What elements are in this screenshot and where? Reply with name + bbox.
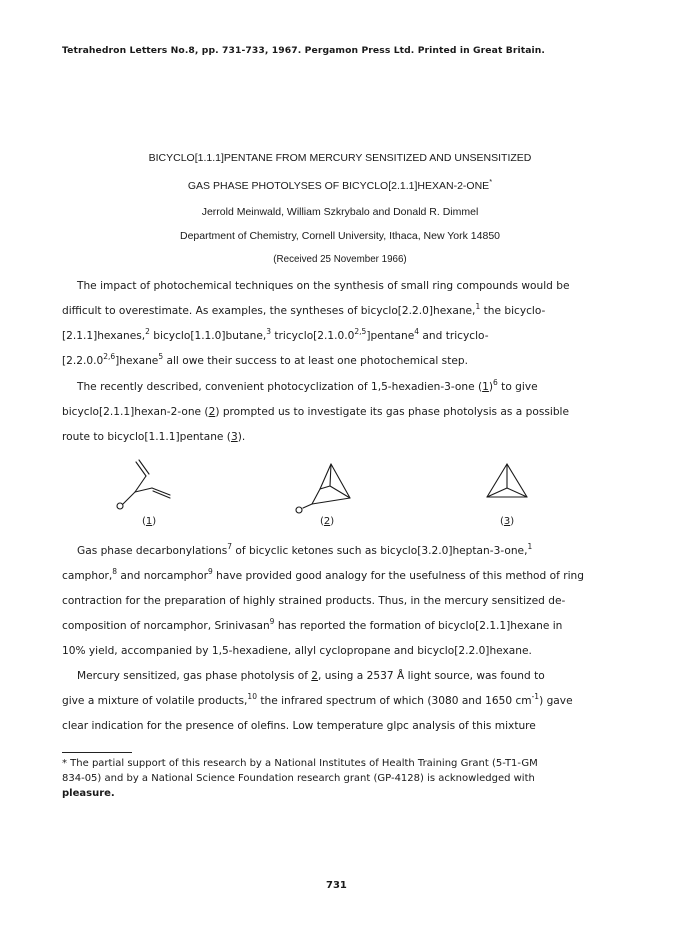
p3-line-1: Gas phase decarbonylations$^7$ of bicyclic ketones such as bicyclo[3.2.0]heptan-3-one,$^1$ xyxy=(77,542,533,557)
authors: Jerrold Meinwald, William Szkrybalo and Donald R. Dimmel xyxy=(201,206,479,218)
p4-line-2: give a mixture of volatile products,$^{10}$ the infrared spectrum of which (3080 and 1650 $cm^{-1}$) gave xyxy=(62,692,573,707)
p2-line-2: bicyclo[2.1.1]hexan-2-one (2) prompted us to investigate its gas phase photolysis as a possible xyxy=(62,406,570,418)
p3-line-2: camphor,$^8$ and norcamphor$^9$ have provided good analogy for the usefulness of this method of ring xyxy=(62,567,584,582)
title-line-1: BICYCLO[1.1.1]PENTANE FROM MERCURY SENSITIZED AND UNSENSITIZED xyxy=(148,152,532,164)
structure-3-bicyclopentane xyxy=(476,462,546,522)
received-date: (Received 25 November 1966) xyxy=(273,254,407,265)
p3-line-4: composition of norcamphor, Srinivasan$^9$ has reported the formation of bicyclo[2.1.1]hexane in xyxy=(62,617,563,632)
page-number: 731 xyxy=(326,880,347,891)
structure-label-1: (1) xyxy=(142,516,157,527)
footnote-rule xyxy=(62,752,132,753)
structure-2-bicyclohexanone xyxy=(290,462,370,522)
p4-line-3: clear indication for the presence of olefins. Low temperature glpc analysis of this mixture xyxy=(62,720,536,732)
structure-label-3: (3) xyxy=(500,516,515,527)
journal-header: Tetrahedron Letters No.8, pp. 731-733, 1967. Pergamon Press Ltd. Printed in Great Britain. xyxy=(62,45,545,56)
p1-line-1: The impact of photochemical techniques on the synthesis of small ring compounds would be xyxy=(77,280,570,292)
footnote-line-1: * The partial support of this research by a National Institutes of Health Training Grant (5-T1-GM xyxy=(62,758,538,769)
p2-line-3: route to bicyclo[1.1.1]pentane (3). xyxy=(62,431,246,443)
footnote-line-2: 834-05) and by a National Science Foundation research grant (GP-4128) is acknowledged with xyxy=(62,773,535,784)
structure-label-2: (2) xyxy=(320,516,335,527)
p2-line-1: The recently described, convenient photocyclization of 1,5-hexadien-3-one $(1)^6$ to give xyxy=(77,378,538,393)
p4-line-1: Mercury sensitized, gas phase photolysis of 2, using a 2537 Å light source, was found to xyxy=(77,670,545,682)
structure-1-hexadienone xyxy=(110,462,190,522)
p1-line-2: difficult to overestimate. As examples, the syntheses of bicyclo[2.2.0]hexane,$^1$ the bicyclo- xyxy=(62,302,546,317)
title-footnote-mark: * xyxy=(489,177,493,186)
p1-line-4: [2.2.0.0$^{2,6}$]hexane$^5$ all owe their success to at least one photochemical step. xyxy=(62,352,468,367)
p1-line-3: [2.1.1]hexanes,$^2$ bicyclo[1.1.0]butane,$^3$ tricyclo[2.1.0.0$^{2,5}$]pentane$^4$ and tricyclo- xyxy=(62,327,489,342)
p3-line-3: contraction for the preparation of highly strained products. Thus, in the mercury sensitized de- xyxy=(62,595,566,607)
title-line-2: GAS PHASE PHOTOLYSES OF BICYCLO[2.1.1]HEXAN-2-ONE* xyxy=(187,177,493,192)
footnote-line-3: pleasure. xyxy=(62,788,115,799)
p3-line-5: 10% yield, accompanied by 1,5-hexadiene, allyl cyclopropane and bicyclo[2.2.0]hexane. xyxy=(62,645,532,657)
affiliation: Department of Chemistry, Cornell University, Ithaca, New York 14850 xyxy=(180,230,500,242)
